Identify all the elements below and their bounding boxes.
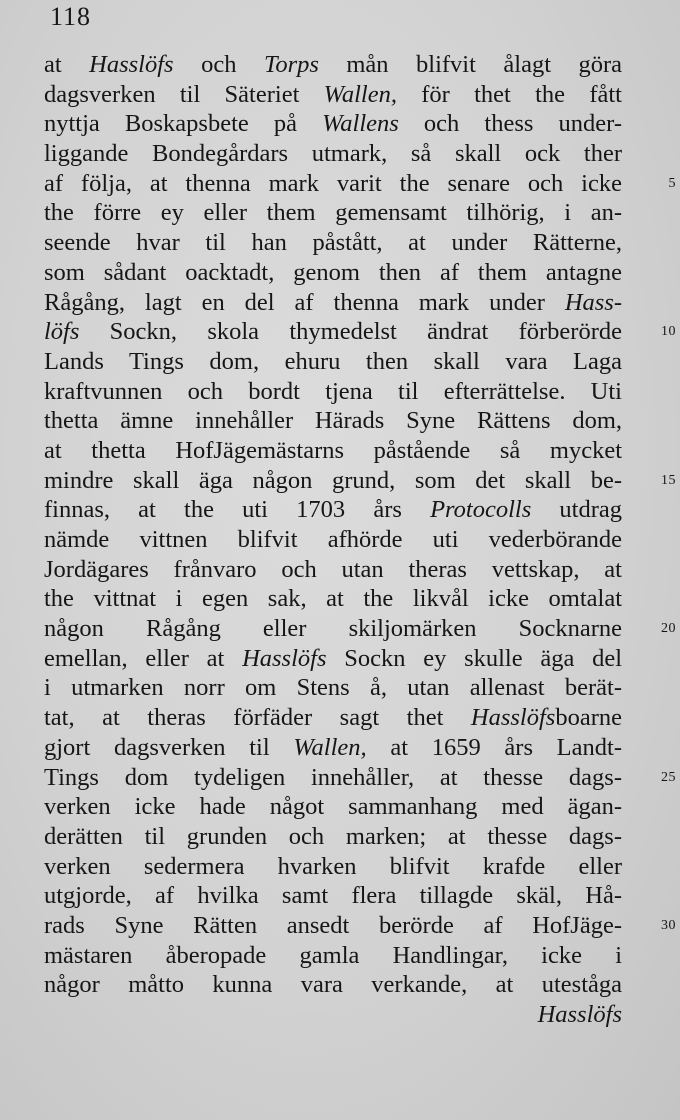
italic-text: Hasslöfs (470, 704, 556, 732)
text-segment: och thess under- (398, 110, 622, 138)
text-segment: at 1659 års Landt- (366, 733, 622, 761)
text-segment: som sådant oacktadt, genom then af them antagne (44, 258, 622, 286)
text-segment: Lands Tings dom, ehuru then skall vara Laga (44, 347, 622, 375)
text-line (44, 941, 622, 971)
text-segment: nyttja Boskapsbete på (44, 110, 323, 138)
text-segment: derätten til grunden och marken; at thesse dags- (44, 822, 622, 850)
text-line (44, 852, 622, 882)
text-line (44, 228, 622, 258)
text-line (44, 822, 622, 852)
margin-line-number: 20 (661, 621, 676, 637)
text-line (44, 525, 622, 555)
text-line (44, 80, 622, 110)
text-line (44, 377, 622, 407)
text-segment: at (44, 51, 90, 78)
text-segment: någor måtto kunna vara verkande, at uteståga (44, 971, 622, 999)
text-segment: i utmarken norr om Stens å, utan allenast berät- (44, 674, 622, 702)
text-line (44, 881, 622, 911)
italic-text: Wallen, (293, 733, 367, 761)
text-line (44, 555, 622, 585)
text-line (44, 644, 622, 674)
text-segment: rads Syne Rätten ansedt berörde af HofJäge- (44, 911, 622, 939)
text-segment: Sockn ey skulle äga del (326, 644, 622, 672)
text-line (44, 50, 622, 80)
text-segment: thetta ämne innehåller Härads Syne Rättens dom, (44, 407, 622, 435)
italic-text: Hasslöfs (537, 1001, 622, 1028)
text-segment: the vittnat i egen sak, at the likvål icke omtalat (44, 585, 622, 613)
text-segment: utgjorde, af hvilka samt flera tillagde skäl, Hå- (44, 882, 622, 910)
text-segment: mästaren åberopade gamla Handlingar, icke i (44, 941, 622, 969)
text-line (44, 733, 622, 763)
italic-text: Hass- (564, 288, 622, 316)
text-segment: liggande Bondegårdars utmark, så skall ock ther (44, 140, 622, 168)
text-line (44, 169, 622, 199)
text-line (44, 347, 622, 377)
body-text (44, 50, 622, 1030)
text-line (44, 317, 622, 347)
text-segment: verken sedermera hvarken blifvit krafde eller (44, 852, 622, 880)
text-line (44, 406, 622, 436)
text-segment: kraftvunnen och bordt tjena til efterrättelse. Uti (44, 377, 622, 405)
text-line (44, 288, 622, 318)
text-segment: mindre skall äga någon grund, som det skall be- (44, 466, 622, 494)
italic-text: Wallens (322, 110, 399, 138)
text-line (44, 792, 622, 822)
text-line (44, 763, 622, 793)
text-line (44, 1000, 622, 1030)
text-segment: at thetta HofJägemästarns påstående så mycket (44, 436, 622, 464)
margin-line-number: 5 (668, 175, 676, 191)
text-segment: Tings dom tydeligen innehåller, at thesse dags- (44, 763, 622, 791)
margin-line-number: 25 (661, 769, 676, 785)
text-line (44, 673, 622, 703)
text-line (44, 911, 622, 941)
text-segment: nämde vittnen blifvit afhörde uti vederbörande (44, 526, 622, 553)
italic-text: Wallen, (323, 80, 397, 108)
text-line (44, 466, 622, 496)
italic-text: löfs (44, 318, 80, 346)
text-segment: gjort dagsverken til (44, 733, 294, 761)
text-segment: tat, at theras förfäder sagt thet (44, 704, 471, 732)
text-line (44, 614, 622, 644)
text-segment: dagsverken til Säteriet (44, 80, 324, 108)
text-line (44, 139, 622, 169)
text-line (44, 198, 622, 228)
text-segment: boarne (555, 704, 622, 732)
text-segment: verken icke hade något sammanhang med ägan- (44, 793, 622, 821)
text-segment: Sockn, skola thymedelst ändrat förberörde (79, 318, 622, 346)
margin-line-number: 10 (661, 324, 676, 340)
italic-text: Torps (263, 51, 319, 78)
text-segment: Jordägares frånvaro och utan theras vettskap, at (44, 555, 622, 583)
italic-text: Hasslöfs (89, 51, 174, 78)
page-number: 118 (50, 2, 92, 31)
text-segment: utdrag (531, 496, 622, 524)
margin-line-number: 30 (661, 918, 676, 934)
text-line (44, 703, 622, 733)
text-line (44, 258, 622, 288)
text-segment: för thet the fått (396, 80, 622, 108)
text-line (44, 436, 622, 466)
text-segment: Rågång, lagt en del af thenna mark under (44, 288, 565, 316)
text-segment: emellan, eller at (44, 644, 243, 672)
text-segment: någon Rågång eller skiljomärken Socknarne (44, 615, 622, 643)
text-line (44, 584, 622, 614)
italic-text: Hasslöfs (242, 644, 327, 672)
margin-line-number: 15 (661, 472, 676, 488)
text-line (44, 970, 622, 1000)
text-segment: och (173, 51, 264, 78)
italic-text: Protocolls (430, 496, 532, 524)
text-segment: finnas, at the uti 1703 års (44, 496, 431, 524)
text-segment: mån blifvit ålagt göra (318, 51, 623, 78)
text-line (44, 109, 622, 139)
text-segment: af följa, at thenna mark varit the senare och icke (44, 169, 622, 197)
text-segment: the förre ey eller them gemensamt tilhörig, i an- (44, 199, 622, 227)
text-segment: seende hvar til han påstått, at under Rätterne, (44, 229, 622, 257)
text-line (44, 495, 622, 525)
